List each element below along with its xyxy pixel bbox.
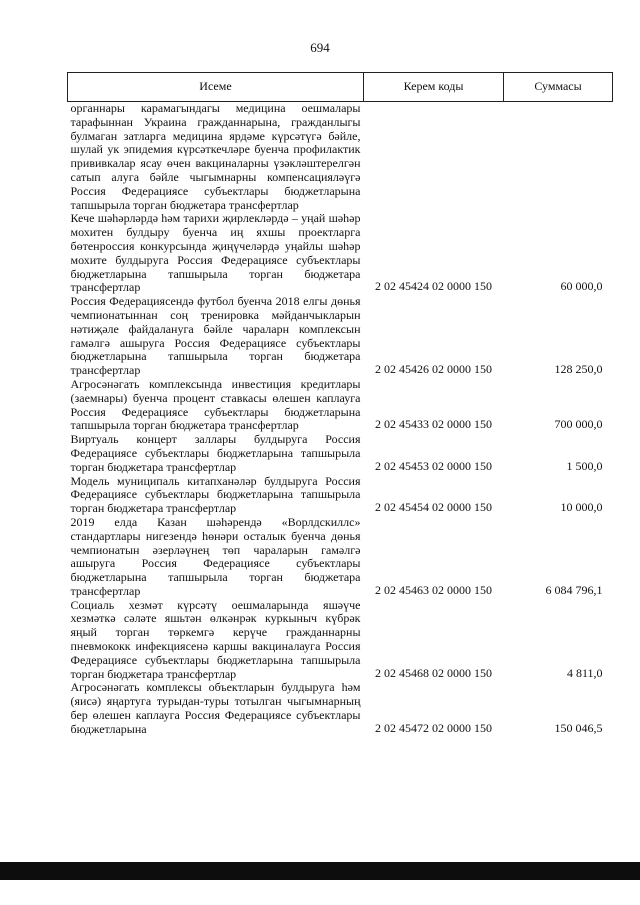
- row-code: 2 02 45433 02 0000 150: [375, 417, 492, 432]
- row-code: 2 02 45472 02 0000 150: [375, 720, 492, 735]
- header-row: [68, 73, 613, 102]
- row-code: 2 02 45426 02 0000 150: [375, 362, 492, 377]
- scan-bottom-edge: [0, 862, 640, 880]
- table-row: [68, 516, 613, 599]
- header-name: Исеме: [68, 73, 364, 102]
- row-code: 2 02 45453 02 0000 150: [375, 458, 492, 473]
- header-amount: Суммасы: [504, 73, 613, 102]
- header-code: Керем коды: [364, 73, 504, 102]
- row-amount: 128 250,0: [554, 362, 603, 377]
- page-number: 694: [310, 40, 330, 55]
- row-name: органнары карамагындагы медицина оешмалары тарафыннан Украина гражданнарына, гражданлыгы булмаган затларга медицина ярдәме күрсәтүгә бәйле, шулай ук эпидемия күрсәткечләре буенча профилактик прививкалар ясау өчен вакциналарны үзәкләштерелгән сатып алуга бәйле чыгымнарны компенсацияләүгә Россия Федерациясе субъектлары бюджетларына тапшырыла торган бюджетара трансфертлар: [70, 101, 361, 212]
- row-name: Россия Федерациясендә футбол буенча 2018 елгы дөнья чемпионатыннан соң тренировка мәйданчыкларын нәтиҗәле файдалануга бәйле чараларн комплексын гамәлгә ашыруга Россия Федерациясе субъектлары бюджетларына тапшырыла торган бюджетара трансфертлар: [70, 294, 361, 378]
- table-row: [68, 212, 613, 295]
- row-name: Виртуаль концерт заллары булдыруга Россия Федерациясе субъектлары бюджетларына тапшырыла торган бюджетара трансфертлар: [70, 432, 361, 474]
- table-row: [68, 102, 613, 213]
- row-name: 2019 елда Казан шәһәрендә «Ворлдскиллс» стандартлары нигезендә һөнәри осталык буенча дөнья чемпионатын әзерләүнең төп чараларын гамәлгә ашыруга Россия Федерациясе субъектлары бюджетларына тапшырыла торган бюджетара трансфертлар: [70, 514, 361, 598]
- table-body: [68, 102, 613, 737]
- table-row: [68, 599, 613, 682]
- table-row: [68, 681, 613, 736]
- budget-table: [67, 72, 613, 737]
- row-name: Кече шәһәрләрдә һәм тарихи җирлекләрдә – уңай шәһәр мохитен булдыру буенча иң яхшы проектларга бөтенроссия конкурсында җиңүчеләрдә уңайлы шәһәр мохите булдыруга Россия Федерациясе субъектлары бюджетларына тапшырыла торган бюджетара трансфертлар: [70, 211, 361, 295]
- table-row: [68, 295, 613, 378]
- row-amount: 6 084 796,1: [545, 582, 603, 597]
- table-row: [68, 378, 613, 433]
- row-name: Социаль хезмәт күрсәтү оешмаларында яшәүче хезмәткә сәләте яшьтән өлкәнрәк куркыныч күбрәк яңый торган төркемгә керүче гражданнарны пневмококк инфекциясенә каршы вакциналауга Россия Федерациясе субъектлары бюджетларына тапшырыла торган бюджетара трансфертлар: [70, 597, 361, 681]
- row-code: 2 02 45424 02 0000 150: [375, 279, 492, 294]
- table-header: [68, 73, 613, 102]
- row-amount: 4 811,0: [566, 665, 603, 680]
- row-name: Агросәнәгать комплексында инвестиция кредитлары (заемнары) буенча процент ставкасы өлешен каплауга Россия Федерациясе субъектлары бюджетларына тапшырыла торган бюджетара трансфертлар: [70, 376, 361, 433]
- table-row: [68, 433, 613, 474]
- row-amount: 10 000,0: [560, 500, 603, 515]
- row-name: Агросәнәгать комплексы объектларын булдыруга һәм (яисә) яңартуга турыдан-туры тотылган чыгымнарның бер өлешен каплауга Россия Федерациясе субъектлары бюджетларына: [70, 680, 361, 736]
- row-code: 2 02 45468 02 0000 150: [375, 665, 492, 680]
- row-amount: 1 500,0: [566, 458, 603, 473]
- row-code: 2 02 45454 02 0000 150: [375, 500, 492, 515]
- table-row: [68, 475, 613, 516]
- row-amount: 700 000,0: [554, 417, 603, 432]
- row-code: 2 02 45463 02 0000 150: [375, 582, 492, 597]
- row-code: [364, 102, 504, 213]
- row-amount: 150 046,5: [554, 720, 603, 735]
- row-name: Модель муниципаль китапханәләр булдыруга Россия Федерациясе субъектлары бюджетларына тапшырыла торган бюджетара трансфертлар: [70, 473, 361, 516]
- row-amount: 60 000,0: [560, 279, 603, 294]
- row-amount: [504, 102, 613, 213]
